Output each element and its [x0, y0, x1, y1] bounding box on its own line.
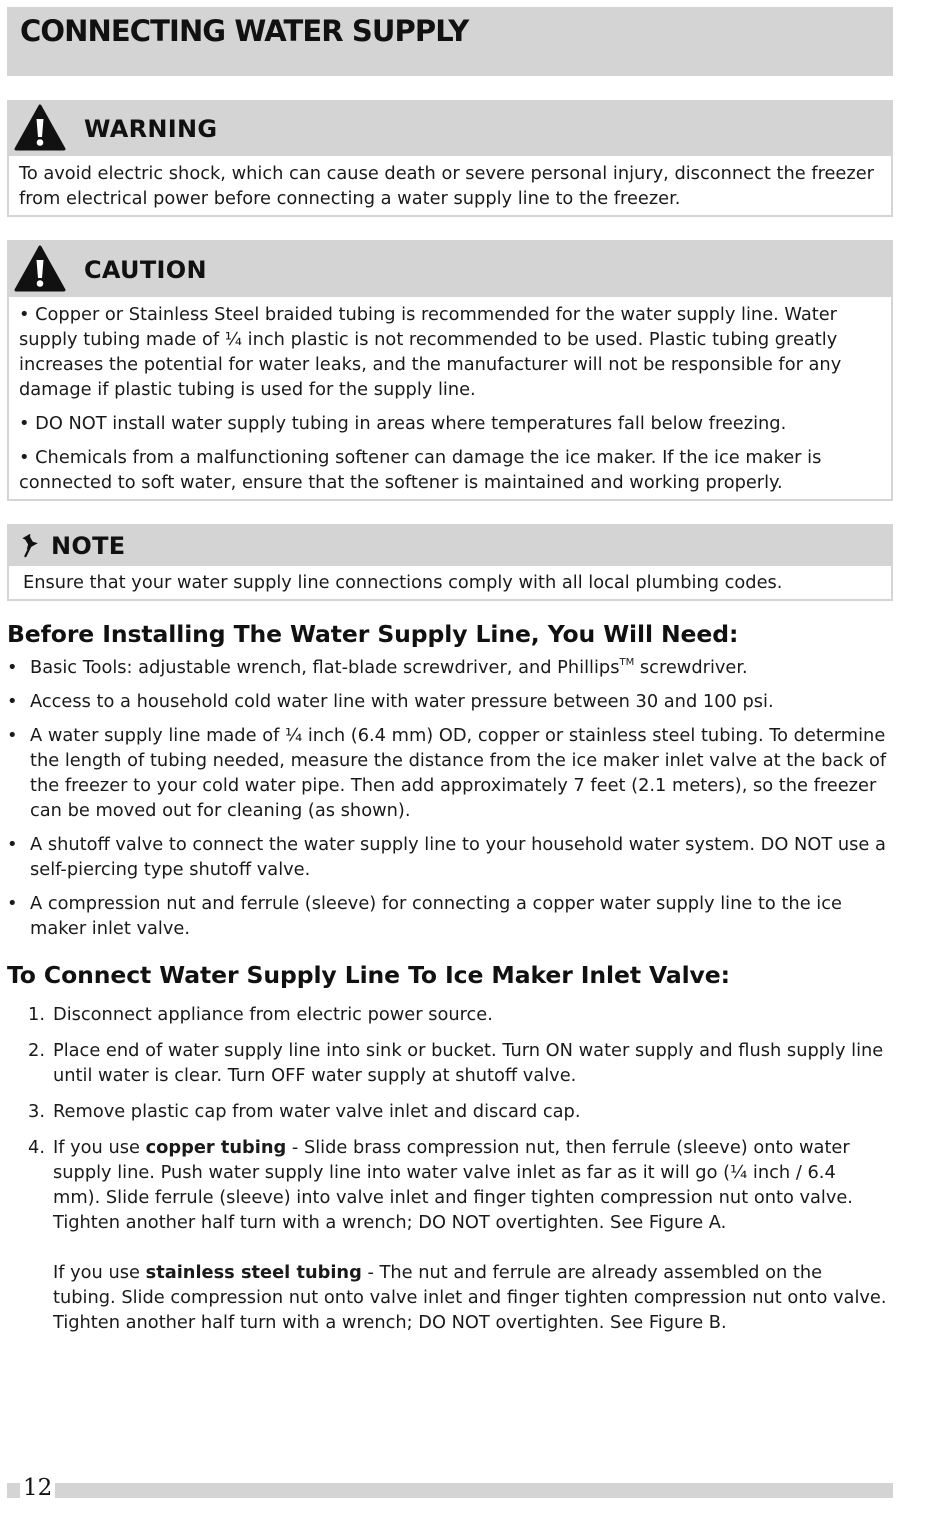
page-number: 12 — [20, 1473, 55, 1503]
title-bar — [7, 7, 893, 76]
connect-heading: To Connect Water Supply Line To Ice Maker Inlet Valve: — [7, 961, 730, 989]
note-body — [9, 566, 891, 599]
warning-label: WARNING — [84, 115, 218, 143]
step-item: 2. Place end of water supply line into sink or bucket. Turn ON water supply and flush supply line until water is clear. Turn OFF water supply at shutoff valve. — [28, 1040, 884, 1086]
page-title: CONNECTING WATER SUPPLY — [20, 14, 469, 48]
bullet: • — [7, 893, 18, 914]
list-item: • Basic Tools: adjustable wrench, flat-blade screwdriver, and Phillips™ screwdriver. — [7, 657, 748, 678]
step-number: 3. — [28, 1101, 45, 1122]
bullet: • — [7, 834, 18, 855]
caution-header — [9, 242, 891, 297]
list-item: • Access to a household cold water line with water pressure between 30 and 100 psi. — [7, 691, 774, 712]
list-item: • A compression nut and ferrule (sleeve) for connecting a copper water supply line to the ice maker inlet valve. — [7, 893, 842, 939]
caution-label: CAUTION — [84, 255, 207, 284]
caution-item: • Copper or Stainless Steel braided tubing is recommended for the water supply line. Water supply tubing made of ¼ inch plastic is not recommended to be used. Plastic tubing greatly increases the potential for water leaks, and the manufacturer will not be responsible for any damage if plastic tubing is used for the supply line. — [19, 304, 842, 400]
steps-list — [28, 1002, 888, 1346]
list-item: • A water supply line made of ¼ inch (6.4 mm) OD, copper or stainless steel tubing. To determine the length of tubing needed, measure the distance from the ice maker inlet valve at the back of the freezer to your cold water pipe. Then add approximately 7 feet (2.1 meters), so the freezer can be moved out for cleaning (as shown). — [7, 725, 887, 821]
list-item: • A shutoff valve to connect the water supply line to your household water system. DO NOT use a self-piercing type shutoff valve. — [7, 834, 886, 880]
warning-body — [9, 156, 891, 217]
step-number: 4. — [28, 1137, 45, 1158]
footer-bar — [7, 1483, 893, 1498]
bullet: • — [7, 725, 18, 746]
step-item — [28, 1135, 888, 1335]
step-number: 2. — [28, 1040, 45, 1061]
warning-header — [9, 102, 891, 156]
caution-item: • DO NOT install water supply tubing in areas where temperatures fall below freezing. — [19, 413, 787, 434]
bullet: • — [7, 657, 18, 678]
needs-list — [7, 655, 897, 950]
pushpin-icon — [19, 533, 41, 559]
bullet: • — [7, 691, 18, 712]
caution-box — [7, 240, 893, 501]
caution-item: • Chemicals from a malfunctioning softener can damage the ice maker. If the ice maker is connected to soft water, ensure that the softener is maintained and working properly. — [19, 447, 822, 493]
copper-instructions: If you use copper tubing - Slide brass compression nut, then ferrule (sleeve) onto water supply line. Push water supply line into water valve inlet as far as it will go (¼ inch / 6.4 mm). Slide ferrule (sleeve) into valve inlet and finger tighten compression nut onto valve. Tighten another half turn with a wrench; DO NOT overtighten. See Figure A. — [53, 1137, 853, 1233]
note-label: NOTE — [51, 532, 126, 560]
warning-text: To avoid electric shock, which can cause death or severe personal injury, disconnect the freezer from electrical power before connecting a water supply line to the freezer. — [19, 163, 874, 209]
note-header — [9, 526, 891, 566]
before-heading: Before Installing The Water Supply Line, You Will Need: — [7, 620, 739, 648]
note-text: Ensure that your water supply line connections comply with all local plumbing codes. — [23, 572, 783, 593]
step-item: 1. Disconnect appliance from electric power source. — [28, 1004, 493, 1025]
stainless-instructions: If you use stainless steel tubing - The nut and ferrule are already assembled on the tubing. Slide compression nut onto valve inlet and finger tighten compression nut onto valve. Tighten another half turn with a wrench; DO NOT overtighten. See Figure B. — [53, 1262, 887, 1333]
caution-body — [9, 297, 891, 501]
trademark: TM — [619, 657, 635, 668]
step-item: 3. Remove plastic cap from water valve inlet and discard cap. — [28, 1101, 581, 1122]
warning-box — [7, 100, 893, 217]
note-box — [7, 524, 893, 601]
step-number: 1. — [28, 1004, 45, 1025]
caution-icon — [14, 245, 66, 293]
warning-icon — [14, 104, 66, 152]
